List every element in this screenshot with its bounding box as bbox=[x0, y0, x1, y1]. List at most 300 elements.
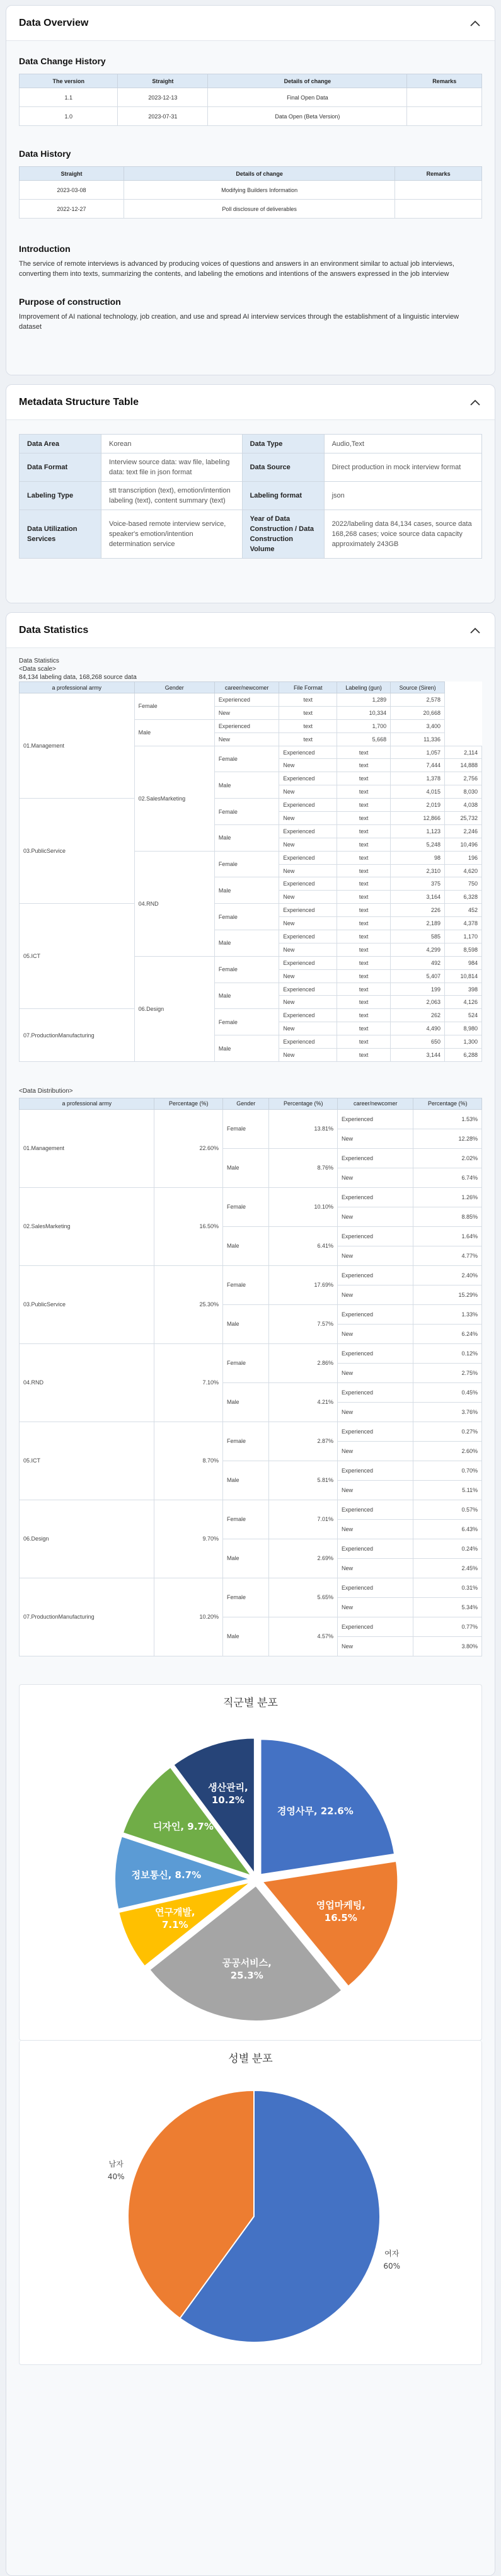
career-pct: 6.74% bbox=[413, 1168, 482, 1187]
table-cell: New bbox=[214, 706, 279, 719]
gender-pie-title: 성별 분포 bbox=[228, 2052, 273, 2065]
table-cell bbox=[395, 181, 482, 200]
table-cell: New bbox=[214, 732, 279, 746]
army-cell: 02.SalesMarketing bbox=[20, 1187, 154, 1265]
gender-cell: Male bbox=[223, 1461, 269, 1500]
career-cell: Experienced bbox=[337, 1500, 413, 1519]
table-cell: Experienced bbox=[279, 1009, 337, 1022]
career-pct: 12.28% bbox=[413, 1129, 482, 1148]
gender-cell: Male bbox=[223, 1304, 269, 1343]
table-cell: text bbox=[337, 772, 391, 785]
career-cell: Experienced bbox=[337, 1187, 413, 1207]
stats-title: Data Statistics bbox=[19, 624, 89, 635]
table-cell: 262 bbox=[391, 1009, 445, 1022]
gender-cell: Female bbox=[223, 1343, 269, 1382]
table-cell: 6,288 bbox=[445, 1049, 482, 1062]
table-cell: 2023-03-08 bbox=[20, 181, 124, 200]
table-row bbox=[20, 1578, 482, 1597]
job-pie-title: 직군별 분포 bbox=[223, 1696, 278, 1709]
metadata-value: Voice-based remote interview service, speaker's emotion/intention determination service bbox=[101, 510, 243, 559]
pie-label-1: 남자 40% bbox=[107, 2159, 125, 2181]
career-pct: 2.02% bbox=[413, 1148, 482, 1168]
army-cell: 02.SalesMarketing bbox=[134, 746, 214, 851]
table-cell: 2023-07-31 bbox=[118, 107, 208, 126]
army-cell: 06.Design bbox=[20, 1500, 154, 1578]
table-cell: New bbox=[279, 969, 337, 983]
gender-pct: 5.65% bbox=[269, 1578, 338, 1617]
pie-label-6: 생산관리, 10.2% bbox=[208, 1781, 248, 1806]
table-cell: Experienced bbox=[279, 772, 337, 785]
table-cell: 6,328 bbox=[445, 891, 482, 904]
table-cell: text bbox=[279, 732, 337, 746]
purpose-title: Purpose of construction bbox=[19, 297, 121, 307]
career-cell: Experienced bbox=[337, 1109, 413, 1129]
table-cell: Experienced bbox=[214, 719, 279, 732]
history-title: Data History bbox=[19, 149, 71, 159]
table-cell: Experienced bbox=[214, 693, 279, 707]
pie-label-4: 정보통신, 8.7% bbox=[131, 1869, 202, 1881]
gender-cell: Female bbox=[214, 851, 279, 877]
overview-card bbox=[6, 5, 495, 375]
table-cell: New bbox=[279, 917, 337, 930]
change-history-table bbox=[19, 74, 482, 126]
table-cell: text bbox=[337, 824, 391, 838]
career-cell: New bbox=[337, 1519, 413, 1539]
intro-text: The service of remote interviews is advanced by producing voices of questions and answers in an environment similar to actual job interviews, converting them into texts, summarizing the contents, and labeling the emotions and intentions of the answers expressed in the job interview bbox=[19, 260, 454, 278]
table-cell: 12,866 bbox=[391, 812, 445, 825]
metadata-key: Year of Data Construction / Data Construction Volume bbox=[242, 510, 324, 559]
metadata-key: Labeling format bbox=[242, 482, 324, 510]
column-header: Percentage (%) bbox=[269, 1098, 338, 1109]
column-header: File Format bbox=[279, 682, 337, 693]
table-cell: text bbox=[337, 746, 391, 759]
table-cell: 2,246 bbox=[445, 824, 482, 838]
column-header: Labeling (gun) bbox=[337, 682, 391, 693]
table-cell: 10,814 bbox=[445, 969, 482, 983]
career-pct: 5.34% bbox=[413, 1597, 482, 1617]
career-cell: Experienced bbox=[337, 1382, 413, 1402]
table-cell: 7,444 bbox=[391, 759, 445, 772]
gender-pct: 4.21% bbox=[269, 1382, 338, 1422]
metadata-card bbox=[6, 384, 495, 603]
column-header: career/newcomer bbox=[214, 682, 279, 693]
career-cell: Experienced bbox=[337, 1226, 413, 1246]
scale-text: 84,134 labeling data, 168,268 source data bbox=[19, 674, 137, 681]
table-cell bbox=[395, 200, 482, 219]
table-cell: 4,038 bbox=[445, 799, 482, 812]
table-cell: New bbox=[279, 943, 337, 956]
column-header: The version bbox=[20, 74, 118, 88]
table-cell: 375 bbox=[391, 877, 445, 891]
scale-table bbox=[19, 681, 482, 1062]
gender-pct: 4.57% bbox=[269, 1617, 338, 1656]
job-pie-card bbox=[19, 1684, 482, 2041]
career-cell: Experienced bbox=[337, 1578, 413, 1597]
pie-label-0: 여자 60% bbox=[383, 2249, 401, 2271]
table-cell: 398 bbox=[445, 983, 482, 996]
career-pct: 0.12% bbox=[413, 1343, 482, 1363]
table-cell: 524 bbox=[445, 1009, 482, 1022]
gender-cell: Female bbox=[214, 1009, 279, 1035]
table-row bbox=[20, 1187, 482, 1207]
table-cell: Poll disclosure of deliverables bbox=[124, 200, 394, 219]
table-cell: text bbox=[279, 706, 337, 719]
gender-cell: Male bbox=[214, 877, 279, 904]
table-cell: New bbox=[279, 1022, 337, 1035]
table-cell: Experienced bbox=[279, 956, 337, 969]
table-cell: New bbox=[279, 812, 337, 825]
career-pct: 0.57% bbox=[413, 1500, 482, 1519]
gender-cell: Male bbox=[214, 1035, 279, 1062]
table-cell: text bbox=[337, 1022, 391, 1035]
table-cell: 1,123 bbox=[391, 824, 445, 838]
gender-pie-card bbox=[19, 2041, 482, 2365]
column-header: Remarks bbox=[407, 74, 482, 88]
career-cell: Experienced bbox=[337, 1265, 413, 1285]
career-cell: Experienced bbox=[337, 1148, 413, 1168]
table-cell: 1.1 bbox=[20, 88, 118, 107]
army-cell: 05.ICT bbox=[20, 904, 135, 1009]
table-row bbox=[20, 1343, 482, 1363]
gender-pct: 17.69% bbox=[269, 1265, 338, 1304]
table-cell: text bbox=[337, 812, 391, 825]
table-cell: 20,668 bbox=[391, 706, 445, 719]
career-cell: Experienced bbox=[337, 1461, 413, 1480]
career-cell: New bbox=[337, 1246, 413, 1265]
metadata-row bbox=[20, 510, 482, 559]
army-pct: 16.50% bbox=[154, 1187, 223, 1265]
career-cell: New bbox=[337, 1402, 413, 1422]
table-cell: Experienced bbox=[279, 930, 337, 943]
table-cell: 10,496 bbox=[445, 838, 482, 851]
career-cell: New bbox=[337, 1480, 413, 1500]
career-pct: 3.76% bbox=[413, 1402, 482, 1422]
table-row bbox=[20, 88, 482, 107]
metadata-row bbox=[20, 453, 482, 482]
column-header: a professional army bbox=[20, 1098, 154, 1109]
career-cell: New bbox=[337, 1285, 413, 1304]
table-cell: text bbox=[337, 917, 391, 930]
table-cell: 5,407 bbox=[391, 969, 445, 983]
table-cell: text bbox=[337, 930, 391, 943]
gender-cell: Female bbox=[134, 693, 214, 720]
table-cell: text bbox=[337, 904, 391, 917]
army-cell: 03.PublicService bbox=[20, 799, 135, 904]
table-cell: 1,289 bbox=[337, 693, 391, 707]
career-cell: New bbox=[337, 1597, 413, 1617]
table-cell: 4,620 bbox=[445, 864, 482, 877]
career-cell: Experienced bbox=[337, 1343, 413, 1363]
gender-pct: 13.81% bbox=[269, 1109, 338, 1148]
table-cell: New bbox=[279, 759, 337, 772]
pie-label-3: 연구개발, 7.1% bbox=[154, 1906, 195, 1930]
stats-subtitle: Data Statistics bbox=[19, 658, 59, 664]
gender-pct: 7.01% bbox=[269, 1500, 338, 1539]
table-cell: 585 bbox=[391, 930, 445, 943]
table-cell: 4,126 bbox=[445, 996, 482, 1009]
job-pie-chart bbox=[20, 1709, 495, 2037]
table-cell: Experienced bbox=[279, 1035, 337, 1049]
table-cell: New bbox=[279, 996, 337, 1009]
gender-cell: Female bbox=[223, 1187, 269, 1226]
metadata-value: Audio,Text bbox=[324, 435, 481, 453]
table-cell: 4,299 bbox=[391, 943, 445, 956]
table-row bbox=[20, 1500, 482, 1519]
table-cell: 1,700 bbox=[337, 719, 391, 732]
metadata-key: Data Source bbox=[242, 453, 324, 482]
career-pct: 2.60% bbox=[413, 1441, 482, 1461]
column-header: Straight bbox=[118, 74, 208, 88]
gender-cell: Male bbox=[223, 1539, 269, 1578]
table-cell: New bbox=[279, 891, 337, 904]
gender-pct: 2.86% bbox=[269, 1343, 338, 1382]
career-pct: 0.27% bbox=[413, 1422, 482, 1441]
pie-label-5: 디자인, 9.7% bbox=[153, 1820, 214, 1832]
intro-title: Introduction bbox=[19, 244, 71, 254]
gender-pct: 2.87% bbox=[269, 1422, 338, 1461]
table-cell: Data Open (Beta Version) bbox=[208, 107, 407, 126]
army-cell: 06.Design bbox=[134, 956, 214, 1061]
table-cell: 1,170 bbox=[445, 930, 482, 943]
career-pct: 1.33% bbox=[413, 1304, 482, 1324]
table-cell: 3,164 bbox=[391, 891, 445, 904]
career-cell: New bbox=[337, 1363, 413, 1382]
army-cell: 01.Management bbox=[20, 693, 135, 799]
table-cell bbox=[407, 88, 482, 107]
career-pct: 0.45% bbox=[413, 1382, 482, 1402]
table-cell: 2022-12-27 bbox=[20, 200, 124, 219]
career-pct: 3.80% bbox=[413, 1636, 482, 1656]
table-row bbox=[20, 799, 482, 812]
metadata-value: Direct production in mock interview format bbox=[324, 453, 481, 482]
career-cell: Experienced bbox=[337, 1422, 413, 1441]
army-pct: 22.60% bbox=[154, 1109, 223, 1187]
career-pct: 0.31% bbox=[413, 1578, 482, 1597]
metadata-key: Data Type bbox=[242, 435, 324, 453]
chevron-up-icon[interactable] bbox=[468, 16, 482, 30]
table-cell: text bbox=[337, 851, 391, 864]
gender-pct: 2.69% bbox=[269, 1539, 338, 1578]
career-pct: 0.77% bbox=[413, 1617, 482, 1636]
career-cell: New bbox=[337, 1558, 413, 1578]
gender-cell: Female bbox=[223, 1109, 269, 1148]
table-cell: 5,248 bbox=[391, 838, 445, 851]
stats-card bbox=[6, 612, 495, 2576]
table-cell: 2,578 bbox=[391, 693, 445, 707]
gender-cell: Female bbox=[223, 1422, 269, 1461]
table-cell: 2,189 bbox=[391, 917, 445, 930]
table-cell: text bbox=[337, 1009, 391, 1022]
table-cell: 4,490 bbox=[391, 1022, 445, 1035]
table-cell: text bbox=[337, 1035, 391, 1049]
career-cell: New bbox=[337, 1207, 413, 1226]
table-cell: Modifying Builders Information bbox=[124, 181, 394, 200]
gender-cell: Male bbox=[214, 983, 279, 1009]
gender-cell: Female bbox=[223, 1500, 269, 1539]
table-cell: text bbox=[337, 983, 391, 996]
column-header: a professional army bbox=[20, 682, 135, 693]
metadata-header[interactable] bbox=[6, 385, 495, 420]
table-cell: 14,888 bbox=[445, 759, 482, 772]
table-cell: text bbox=[337, 877, 391, 891]
table-cell: 492 bbox=[391, 956, 445, 969]
gender-cell: Female bbox=[214, 956, 279, 983]
metadata-key: Data Area bbox=[20, 435, 101, 453]
table-row bbox=[20, 1009, 482, 1022]
table-cell: 2,063 bbox=[391, 996, 445, 1009]
table-cell: 4,378 bbox=[445, 917, 482, 930]
career-pct: 15.29% bbox=[413, 1285, 482, 1304]
gender-cell: Female bbox=[214, 904, 279, 930]
table-cell: 2023-12-13 bbox=[118, 88, 208, 107]
gender-cell: Male bbox=[223, 1617, 269, 1656]
table-cell: 650 bbox=[391, 1035, 445, 1049]
table-row bbox=[20, 200, 482, 219]
column-header: Percentage (%) bbox=[154, 1098, 223, 1109]
table-row bbox=[20, 1422, 482, 1441]
metadata-value: stt transcription (text), emotion/intention labeling (text), content summary (text) bbox=[101, 482, 243, 510]
army-cell: 04.RND bbox=[134, 851, 214, 956]
career-cell: New bbox=[337, 1129, 413, 1148]
gender-pct: 7.57% bbox=[269, 1304, 338, 1343]
table-row bbox=[20, 1109, 482, 1129]
career-cell: New bbox=[337, 1636, 413, 1656]
pie-label-2: 공공서비스, 25.3% bbox=[222, 1957, 272, 1981]
gender-cell: Female bbox=[223, 1578, 269, 1617]
metadata-table bbox=[19, 434, 482, 559]
gender-cell: Male bbox=[223, 1148, 269, 1187]
table-cell: 5,668 bbox=[337, 732, 391, 746]
gender-cell: Female bbox=[223, 1265, 269, 1304]
table-cell: text bbox=[337, 943, 391, 956]
career-cell: New bbox=[337, 1324, 413, 1343]
table-cell: text bbox=[279, 719, 337, 732]
career-pct: 2.75% bbox=[413, 1363, 482, 1382]
overview-title: Data Overview bbox=[19, 17, 89, 28]
metadata-value: Korean bbox=[101, 435, 243, 453]
metadata-key: Data Format bbox=[20, 453, 101, 482]
table-cell: 199 bbox=[391, 983, 445, 996]
table-cell: 25,732 bbox=[445, 812, 482, 825]
table-row bbox=[20, 693, 482, 707]
table-cell: text bbox=[337, 891, 391, 904]
table-cell: 2,114 bbox=[445, 746, 482, 759]
army-pct: 10.20% bbox=[154, 1578, 223, 1656]
army-cell: 07.ProductionManufacturing bbox=[20, 1578, 154, 1656]
career-pct: 0.70% bbox=[413, 1461, 482, 1480]
career-pct: 8.85% bbox=[413, 1207, 482, 1226]
army-cell: 03.PublicService bbox=[20, 1265, 154, 1343]
army-cell: 01.Management bbox=[20, 1109, 154, 1187]
career-pct: 0.24% bbox=[413, 1539, 482, 1558]
table-cell: Experienced bbox=[279, 877, 337, 891]
column-header: career/newcomer bbox=[337, 1098, 413, 1109]
army-cell: 04.RND bbox=[20, 1343, 154, 1422]
career-pct: 2.40% bbox=[413, 1265, 482, 1285]
gender-cell: Male bbox=[214, 930, 279, 957]
metadata-value: json bbox=[324, 482, 481, 510]
chevron-up-icon[interactable] bbox=[468, 624, 482, 637]
table-cell: New bbox=[279, 1049, 337, 1062]
table-cell: Experienced bbox=[279, 746, 337, 759]
gender-pct: 10.10% bbox=[269, 1187, 338, 1226]
career-pct: 1.26% bbox=[413, 1187, 482, 1207]
metadata-row bbox=[20, 435, 482, 453]
table-cell bbox=[407, 107, 482, 126]
gender-cell: Female bbox=[214, 746, 279, 772]
table-cell: text bbox=[337, 996, 391, 1009]
career-cell: New bbox=[337, 1441, 413, 1461]
gender-pct: 8.76% bbox=[269, 1148, 338, 1187]
purpose-text: Improvement of AI national technology, job creation, and use and spread AI interview services through the establishment of a linguistic interview dataset bbox=[19, 313, 459, 331]
table-cell: 1.0 bbox=[20, 107, 118, 126]
table-row bbox=[20, 107, 482, 126]
career-pct: 6.43% bbox=[413, 1519, 482, 1539]
table-cell: 1,300 bbox=[445, 1035, 482, 1049]
career-pct: 1.64% bbox=[413, 1226, 482, 1246]
pie-label-0: 경영사무, 22.6% bbox=[277, 1805, 354, 1817]
table-row bbox=[20, 181, 482, 200]
column-header: Remarks bbox=[395, 167, 482, 181]
chevron-up-icon[interactable] bbox=[468, 396, 482, 409]
column-header: Source (Siren) bbox=[391, 682, 445, 693]
table-cell: 2,756 bbox=[445, 772, 482, 785]
army-pct: 8.70% bbox=[154, 1422, 223, 1500]
gender-cell: Male bbox=[214, 772, 279, 799]
career-pct: 2.45% bbox=[413, 1558, 482, 1578]
stats-header[interactable] bbox=[6, 613, 495, 648]
table-row bbox=[20, 904, 482, 917]
table-cell: 3,144 bbox=[391, 1049, 445, 1062]
table-cell: Experienced bbox=[279, 983, 337, 996]
table-cell: 10,334 bbox=[337, 706, 391, 719]
overview-header[interactable] bbox=[6, 6, 495, 41]
table-cell: 1,057 bbox=[391, 746, 445, 759]
table-cell: Final Open Data bbox=[208, 88, 407, 107]
column-header: Gender bbox=[134, 682, 214, 693]
dist-table bbox=[19, 1098, 482, 1656]
table-cell: 8,598 bbox=[445, 943, 482, 956]
career-cell: Experienced bbox=[337, 1617, 413, 1636]
column-header: Details of change bbox=[124, 167, 394, 181]
table-cell: text bbox=[337, 838, 391, 851]
metadata-title: Metadata Structure Table bbox=[19, 396, 139, 407]
table-cell: 11,336 bbox=[391, 732, 445, 746]
table-cell: New bbox=[279, 864, 337, 877]
gender-cell: Male bbox=[223, 1382, 269, 1422]
table-cell: 226 bbox=[391, 904, 445, 917]
table-row bbox=[20, 1265, 482, 1285]
table-cell: 8,030 bbox=[445, 785, 482, 799]
metadata-key: Labeling Type bbox=[20, 482, 101, 510]
career-pct: 1.53% bbox=[413, 1109, 482, 1129]
table-cell: 452 bbox=[445, 904, 482, 917]
table-cell: 2,019 bbox=[391, 799, 445, 812]
scale-label: <Data scale> bbox=[19, 666, 56, 673]
table-cell: 196 bbox=[445, 851, 482, 864]
army-pct: 25.30% bbox=[154, 1265, 223, 1343]
column-header: Gender bbox=[223, 1098, 269, 1109]
gender-pct: 6.41% bbox=[269, 1226, 338, 1265]
table-cell: 984 bbox=[445, 956, 482, 969]
table-cell: New bbox=[279, 785, 337, 799]
table-cell: text bbox=[337, 864, 391, 877]
career-cell: New bbox=[337, 1168, 413, 1187]
dist-label: <Data Distribution> bbox=[19, 1087, 73, 1095]
gender-pie-chart bbox=[20, 2065, 495, 2361]
table-cell: text bbox=[337, 759, 391, 772]
table-cell: 3,400 bbox=[391, 719, 445, 732]
